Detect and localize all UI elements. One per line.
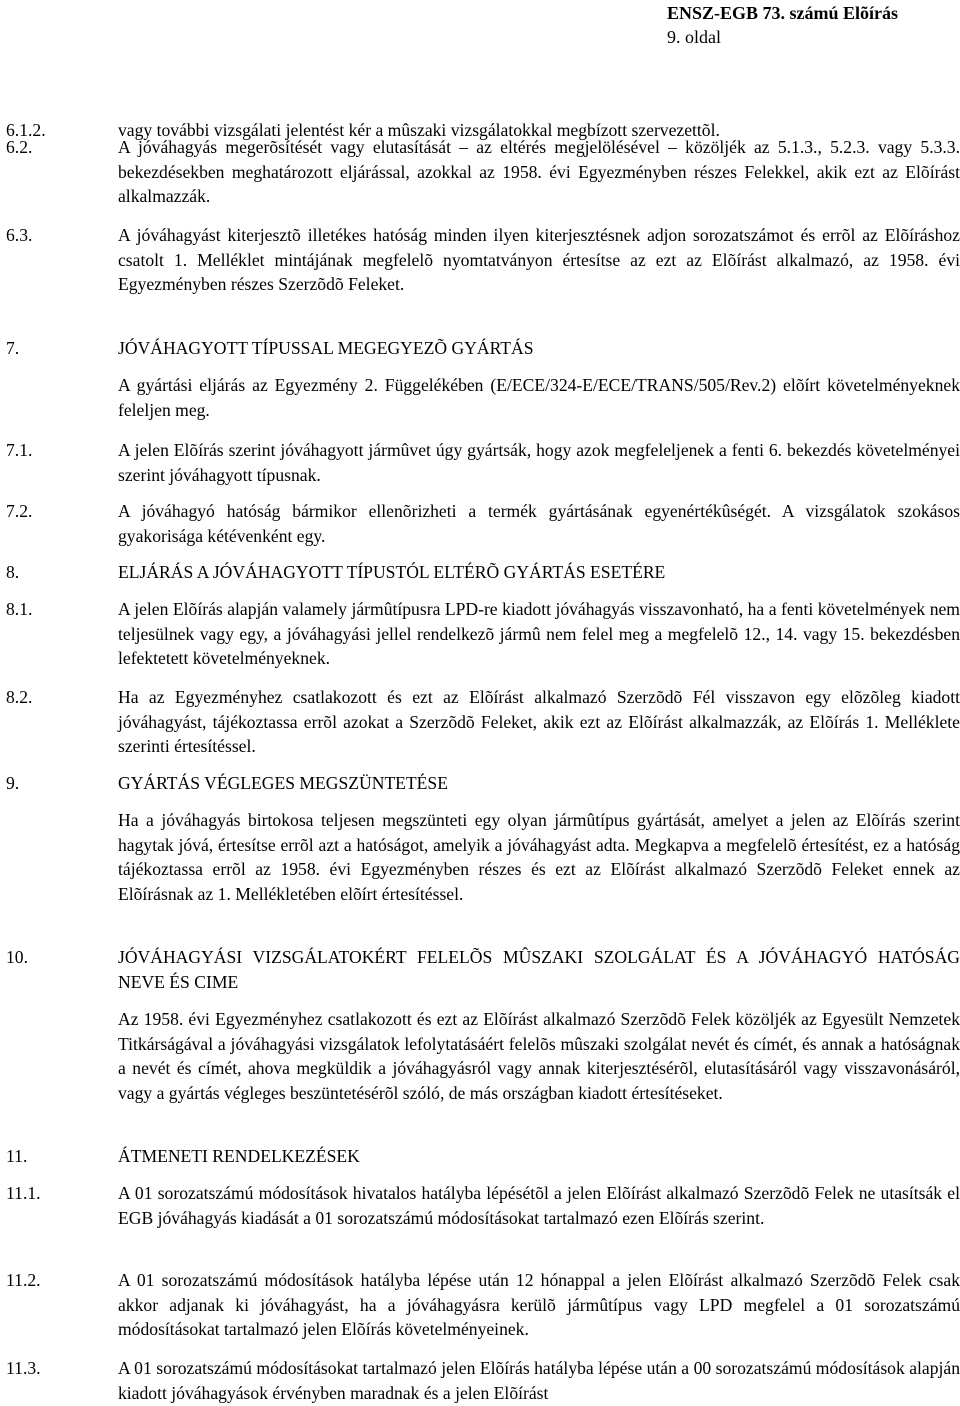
paragraph-8-2 (6, 685, 960, 759)
paragraph-number: 11.3. (6, 1358, 41, 1378)
section-title: JÓVÁHAGYÁSI VIZSGÁLATOKÉRT FELELÕS MÛSZAKI SZOLGÁLAT ÉS A JÓVÁHAGYÓ HATÓSÁG NEVE ÉS CIME (118, 947, 960, 992)
section-7-body: A gyártási eljárás az Egyezmény 2. Függelékében (E/ECE/324-E/ECE/TRANS/505/Rev.2) elõírt követelményeknek feleljen meg. (118, 375, 960, 420)
paragraph-number: 7.1. (6, 440, 33, 460)
section-title: ÁTMENETI RENDELKEZÉSEK (118, 1146, 360, 1166)
paragraph-text: A 01 sorozatszámú módosítások hatályba lépése után 12 hónappal a jelen Elõírást alkalmazó Szerzõdõ Felek csak akkor adjanak ki jóváhagyást, ha a jóváhagyásra kerülõ jármûtípus vagy LPD megfelel a 01 sorozatszámú módosításokat tartalmazó jelen Elõírás követelményeinek. (118, 1270, 960, 1339)
paragraph-number: 6.3. (6, 225, 33, 245)
paragraph-text: A jelen Elõírás szerint jóváhagyott jármûvet úgy gyártsák, hogy azok megfeleljenek a fenti 6. bekezdés követelményei szerint jóváhagyott típusnak. (118, 440, 960, 485)
section-number: 9. (6, 773, 20, 793)
section-9-body: Ha a jóváhagyás birtokosa teljesen megszünteti egy olyan jármûtípus gyártását, amelyet a jelen az Elõírás szerint hagytak jóvá, értesítse errõl azt a hatóságot, amelyik a jóváhagyást adta. Megkapva a megfelelõ értesítést, ez a hatóság tájékoztassa errõl az 1958. évi Egyezményben részes és ezt az Elõírást alkalmazó Szerzõdõ Feleket ennek az Elõírásnak az 1. Mellékletében elõírt értesítéssel. (118, 810, 960, 904)
paragraph-text: A 01 sorozatszámú módosításokat tartalmazó jelen Elõírás hatályba lépése után a 00 sorozatszámú módosítások alapján kiadott jóváhagyások érvényben maradnak és a jelen Elõírást (118, 1358, 960, 1403)
section-title: JÓVÁHAGYOTT TÍPUSSAL MEGEGYEZÕ GYÁRTÁS (118, 338, 534, 358)
section-10-body: Az 1958. évi Egyezményhez csatlakozott és ezt az Elõírást alkalmazó Szerzõdõ Felek közöljék az Egyesült Nemzetek Titkárságával a jóváhagyási vizsgálatok lefolytatásáért felelõs mûszaki szolgálat nevét és címét, és annak a hatóságnak a nevét és címét, ahova megküldik a jóváhagyásról vagy annak kiterjesztésérõl, elutasításáról vagy visszavonásáról, vagy a gyártás végleges beszüntetésérõl szóló, de más országban kiadott értesítéseket. (118, 1009, 960, 1103)
paragraph-text: vagy további vizsgálati jelentést kér a mûszaki vizsgálatokkal megbízott szervezettõl. (118, 120, 720, 140)
paragraph-text: A jóváhagyó hatóság bármikor ellenõrizheti a termék gyártásának egyenértékûségét. A vizsgálatok szokásos gyakorisága kétévenként egy. (118, 501, 960, 546)
paragraph-8-1 (6, 597, 960, 671)
section-title: GYÁRTÁS VÉGLEGES MEGSZÜNTETÉSE (118, 773, 448, 793)
paragraph-number: 8.1. (6, 599, 33, 619)
paragraph-number: 11.2. (6, 1270, 41, 1290)
paragraph-11-2 (6, 1268, 960, 1342)
paragraph-6-3 (6, 223, 960, 297)
document-title: ENSZ-EGB 73. számú Elõírás (666, 3, 898, 23)
section-number: 8. (6, 562, 20, 582)
page-number: 9. oldal (666, 27, 721, 47)
page-header (667, 1, 898, 49)
paragraph-number: 7.2. (6, 501, 33, 521)
section-number: 7. (6, 338, 20, 358)
section-heading-10 (6, 945, 960, 994)
paragraph-text: A 01 sorozatszámú módosítások hivatalos hatályba lépésétõl a jelen Elõírást alkalmazó Szerzõdõ Felek ne utasítsák el EGB jóváhagyás kiadását a 01 sorozatszámú módosításokat tartalmazó ezen Elõírás szerint. (118, 1183, 960, 1228)
section-title: ELJÁRÁS A JÓVÁHAGYOTT TÍPUSTÓL ELTÉRÕ GYÁRTÁS ESETÉRE (118, 562, 666, 582)
paragraph-11-1 (6, 1181, 960, 1230)
section-number: 10. (6, 947, 28, 967)
paragraph-text: A jelen Elõírás alapján valamely jármûtípusra LPD-re kiadott jóváhagyás visszavonható, ha a fenti követelmények nem teljesülnek vagy egy, a jóváhagyási jellel rendelkezõ jármû nem felel meg a megfelelõ 12., 14. vagy 15. bekezdésben lefektetett követelményeknek. (118, 599, 960, 668)
paragraph-number: 8.2. (6, 687, 33, 707)
section-number: 11. (6, 1146, 28, 1166)
paragraph-6-2 (6, 135, 960, 209)
paragraph-number: 11.1. (6, 1183, 41, 1203)
section-heading-11 (6, 1144, 960, 1169)
paragraph-11-3 (6, 1356, 960, 1405)
paragraph-text: A jóváhagyást kiterjesztõ illetékes hatóság minden ilyen kiterjesztésnek adjon sorozatszámot és errõl az Elõíráshoz csatolt 1. Melléklet mintájának megfelelõ nyomtatványon értesítse az ezt az Elõírást alkalmazó, az 1958. évi Egyezményben részes Szerzõdõ Feleket. (118, 225, 960, 294)
paragraph-7-1 (6, 438, 960, 487)
section-heading-7 (6, 336, 960, 361)
paragraph-number: 6.2. (6, 137, 33, 157)
paragraph-text: A jóváhagyás megerõsítését vagy elutasítását – az eltérés megjelölésével – közöljék az 5.1.3., 5.2.3. vagy 5.3.3. bekezdésekben meghatározott eljárással, azokkal az 1958. évi Egyezményben részes Felekkel, akik ezt az Elõírást alkalmazzák. (118, 137, 960, 206)
paragraph-number: 6.1.2. (6, 120, 46, 140)
section-heading-9 (6, 771, 960, 796)
paragraph-text: Ha az Egyezményhez csatlakozott és ezt az Elõírást alkalmazó Szerzõdõ Fél visszavon egy elõzõleg kiadott jóváhagyást, tájékoztassa errõl azokat a Szerzõdõ Feleket, akik ezt az Elõírást alkalmazzák, az Elõírás 1. Melléklete szerinti értesítéssel. (118, 687, 960, 756)
section-heading-8 (6, 560, 960, 585)
paragraph-7-2 (6, 499, 960, 548)
